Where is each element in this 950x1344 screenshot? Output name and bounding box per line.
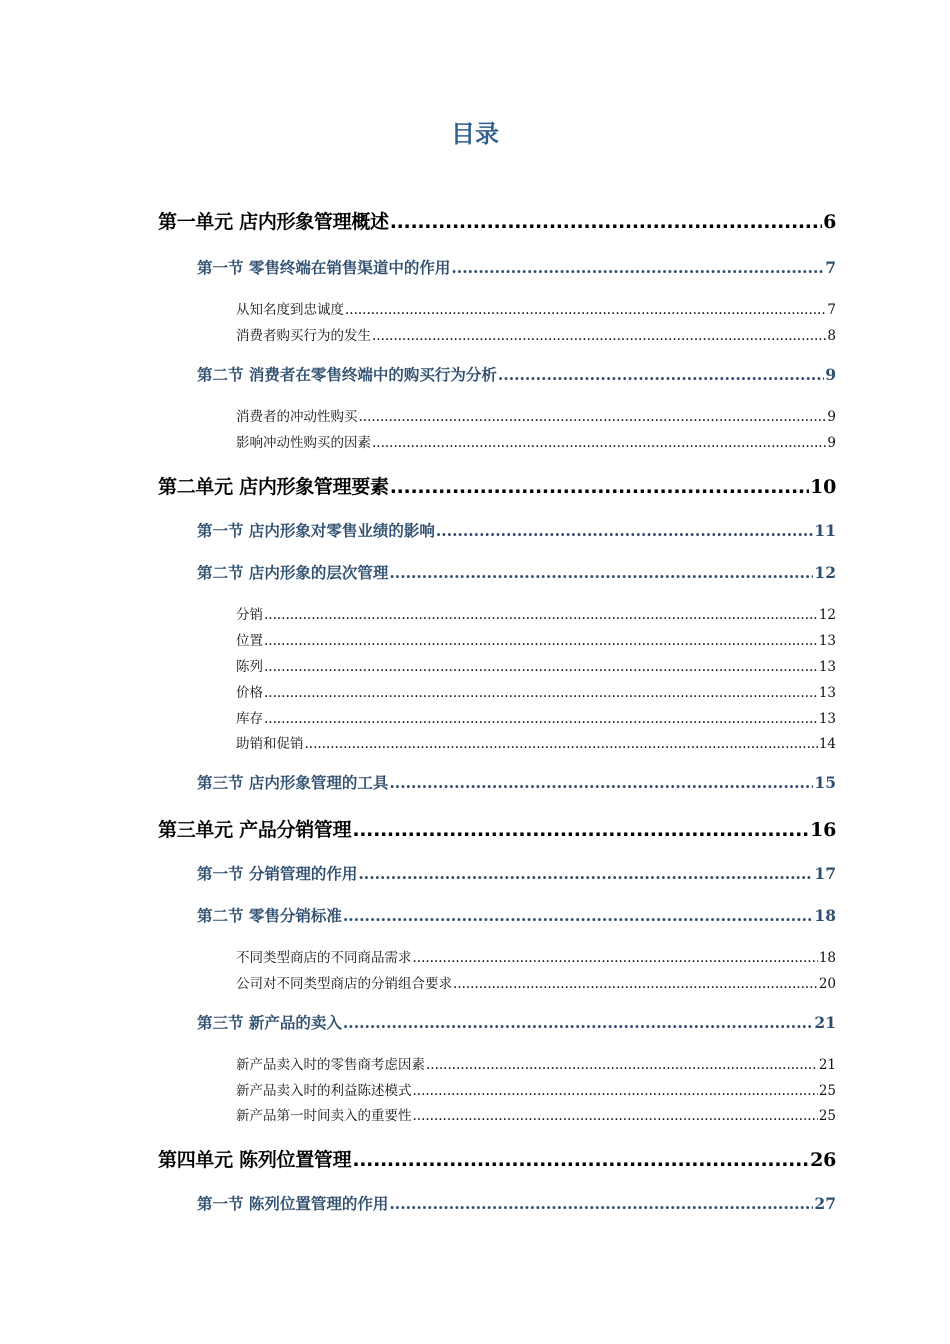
toc-leader-dots (352, 819, 809, 841)
toc-entry-page-number: 16 (810, 819, 836, 841)
toc-entry-level2[interactable] (197, 904, 836, 928)
toc-leader-dots (413, 950, 818, 966)
toc-entry-page-number: 15 (814, 773, 836, 792)
toc-entry-page-number: 12 (818, 607, 836, 623)
toc-entry-level2[interactable] (197, 771, 836, 795)
toc-entry-level3[interactable] (236, 324, 836, 344)
toc-entry-page-number: 13 (818, 633, 836, 649)
toc-leader-dots (264, 633, 818, 649)
toc-entry-level2[interactable] (197, 862, 836, 886)
toc-entry-level3[interactable] (236, 707, 836, 727)
toc-entry-level1[interactable] (158, 472, 836, 502)
toc-entry-page-number: 18 (818, 950, 836, 966)
toc-entry-label: 消费者购买行为的发生 (236, 328, 371, 344)
toc-entry-label: 第二节 店内形象的层次管理 (197, 563, 389, 582)
toc-entry-label: 第二节 零售分销标准 (197, 906, 342, 925)
toc-leader-dots (426, 1057, 818, 1073)
toc-entry-page-number: 20 (818, 976, 836, 992)
toc-leader-dots (451, 258, 824, 277)
toc-entry-level2[interactable] (197, 1192, 836, 1216)
toc-leader-dots (264, 607, 818, 623)
toc-entry-label: 第四单元 陈列位置管理 (158, 1149, 352, 1171)
toc-entry-page-number: 9 (827, 435, 836, 451)
toc-entry-level3[interactable] (236, 946, 836, 966)
toc-entry-label: 消费者的冲动性购买 (236, 409, 358, 425)
toc-entry-level3[interactable] (236, 655, 836, 675)
toc-entry-page-number: 7 (825, 258, 836, 277)
toc-title: 目录 (451, 120, 499, 148)
toc-entry-level3[interactable] (236, 629, 836, 649)
toc-entry-label: 第三节 新产品的卖入 (197, 1013, 342, 1032)
toc-entry-page-number: 18 (814, 906, 836, 925)
toc-entry-label: 第一节 店内形象对零售业绩的影响 (197, 521, 435, 540)
toc-entry-label: 不同类型商店的不同商品需求 (236, 950, 412, 966)
toc-entry-label: 新产品卖入时的零售商考虑因素 (236, 1057, 425, 1073)
toc-leader-dots (498, 365, 824, 384)
toc-entry-page-number: 26 (810, 1149, 836, 1171)
toc-leader-dots (389, 1194, 813, 1213)
toc-entry-level3[interactable] (236, 972, 836, 992)
toc-entry-page-number: 13 (818, 711, 836, 727)
toc-leader-dots (359, 409, 827, 425)
toc-leader-dots (264, 711, 818, 727)
toc-leader-dots (305, 736, 818, 752)
toc-entry-level3[interactable] (236, 603, 836, 623)
toc-entry-page-number: 14 (818, 736, 836, 752)
toc-leader-dots (413, 1108, 818, 1124)
toc-leader-dots (413, 1083, 818, 1099)
toc-entry-page-number: 25 (818, 1083, 836, 1099)
toc-entry-level3[interactable] (236, 298, 836, 318)
toc-entry-page-number: 27 (814, 1194, 836, 1213)
toc-entry-level2[interactable] (197, 519, 836, 543)
toc-entry-level1[interactable] (158, 207, 836, 237)
toc-entry-label: 分销 (236, 607, 263, 623)
toc-entry-level3[interactable] (236, 732, 836, 752)
toc-entry-level2[interactable] (197, 561, 836, 585)
toc-entry-level3[interactable] (236, 681, 836, 701)
toc-entry-page-number: 11 (814, 521, 836, 540)
toc-entry-page-number: 12 (814, 563, 836, 582)
toc-leader-dots (436, 521, 814, 540)
toc-entry-label: 从知名度到忠诚度 (236, 302, 344, 318)
toc-leader-dots (453, 976, 818, 992)
toc-entry-label: 第一节 分销管理的作用 (197, 864, 358, 883)
toc-entry-label: 影响冲动性购买的因素 (236, 435, 371, 451)
toc-leader-dots (264, 685, 818, 701)
toc-entry-label: 价格 (236, 685, 263, 701)
toc-leader-dots (390, 211, 822, 233)
toc-entry-level2[interactable] (197, 363, 836, 387)
toc-entry-label: 第三节 店内形象管理的工具 (197, 773, 389, 792)
toc-entry-page-number: 21 (814, 1013, 836, 1032)
toc-leader-dots (345, 302, 826, 318)
toc-entry-page-number: 9 (827, 409, 836, 425)
toc-entry-level3[interactable] (236, 1104, 836, 1124)
toc-leader-dots (352, 1149, 809, 1171)
toc-leader-dots (372, 435, 826, 451)
toc-entry-label: 陈列 (236, 659, 263, 675)
toc-entry-page-number: 7 (827, 302, 836, 318)
toc-entry-level3[interactable] (236, 1079, 836, 1099)
toc-entry-level3[interactable] (236, 431, 836, 451)
toc-entry-label: 第三单元 产品分销管理 (158, 819, 352, 841)
toc-leader-dots (343, 1013, 814, 1032)
toc-leader-dots (264, 659, 818, 675)
toc-entry-level2[interactable] (197, 256, 836, 280)
toc-entry-label: 新产品卖入时的利益陈述模式 (236, 1083, 412, 1099)
toc-entry-page-number: 13 (818, 659, 836, 675)
toc-entry-page-number: 17 (814, 864, 836, 883)
toc-entry-page-number: 6 (823, 211, 836, 233)
toc-leader-dots (390, 476, 809, 498)
toc-entry-label: 第一节 陈列位置管理的作用 (197, 1194, 389, 1213)
toc-entry-label: 库存 (236, 711, 263, 727)
toc-entry-label: 公司对不同类型商店的分销组合要求 (236, 976, 452, 992)
toc-leader-dots (343, 906, 814, 925)
toc-leader-dots (372, 328, 826, 344)
toc-leader-dots (358, 864, 813, 883)
toc-entry-level1[interactable] (158, 815, 836, 845)
toc-entry-page-number: 10 (810, 476, 836, 498)
toc-entry-page-number: 8 (827, 328, 836, 344)
toc-entry-label: 第二节 消费者在零售终端中的购买行为分析 (197, 365, 497, 384)
toc-entry-label: 新产品第一时间卖入的重要性 (236, 1108, 412, 1124)
toc-entry-page-number: 21 (818, 1057, 836, 1073)
toc-entry-label: 第一节 零售终端在销售渠道中的作用 (197, 258, 451, 277)
toc-entry-page-number: 9 (825, 365, 836, 384)
toc-entry-label: 第一单元 店内形象管理概述 (158, 211, 389, 233)
toc-entry-level2[interactable] (197, 1011, 836, 1035)
toc-leader-dots (389, 563, 813, 582)
toc-entry-label: 第二单元 店内形象管理要素 (158, 476, 389, 498)
toc-entry-level1[interactable] (158, 1145, 836, 1175)
toc-entry-page-number: 13 (818, 685, 836, 701)
toc-entry-level3[interactable] (236, 1053, 836, 1073)
toc-entry-label: 位置 (236, 633, 263, 649)
toc-entry-level3[interactable] (236, 405, 836, 425)
toc-entry-page-number: 25 (818, 1108, 836, 1124)
toc-entry-label: 助销和促销 (236, 736, 304, 752)
toc-leader-dots (389, 773, 813, 792)
